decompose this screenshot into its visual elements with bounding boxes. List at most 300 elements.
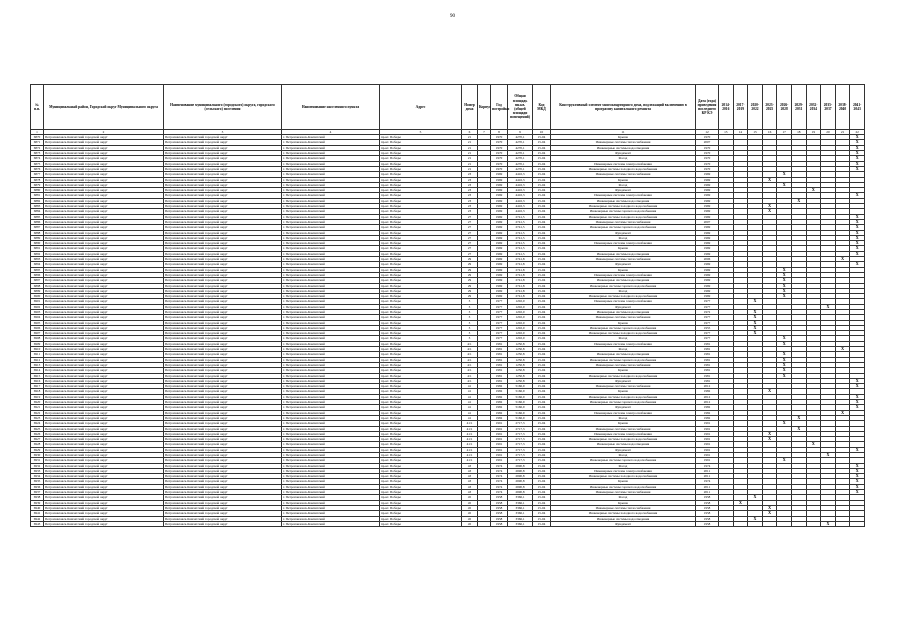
row-number: 6909 — [31, 341, 44, 346]
settlement-cell: г. Петропавловск-Камчатский — [282, 230, 380, 235]
row-number: 6916 — [31, 378, 44, 383]
municipality-cell: Петропавловск-Камчатский городской округ — [164, 230, 282, 235]
element-cell: Фасад — [551, 463, 696, 468]
code-cell: 15-04 — [533, 415, 551, 420]
district-cell: Петропавловск-Камчатский городской округ — [44, 325, 164, 330]
district-cell: Петропавловск-Камчатский городской округ — [44, 188, 164, 193]
district-cell: Петропавловск-Камчатский городской округ — [44, 198, 164, 203]
area-cell: 2741,8 — [508, 278, 533, 283]
period-cell: X — [850, 156, 865, 161]
address-cell: пр-кт. Победы — [380, 357, 462, 362]
district-cell: Петропавловск-Камчатский городской округ — [44, 447, 164, 452]
house-number-cell: 41/1 — [462, 453, 478, 458]
house-number-cell: 4/1 — [462, 362, 478, 367]
municipality-cell: Петропавловск-Камчатский городской округ — [164, 251, 282, 256]
area-cell: 2690,8 — [508, 468, 533, 473]
settlement-cell: г. Петропавловск-Камчатский — [282, 437, 380, 442]
last-repair-cell: 1969 — [696, 272, 719, 277]
area-cell: 3366,1 — [508, 521, 533, 526]
row-number: 6884 — [31, 209, 44, 214]
last-repair-cell: 1991 — [696, 437, 719, 442]
settlement-cell: г. Петропавловск-Камчатский — [282, 357, 380, 362]
house-number-cell: 41/1 — [462, 431, 478, 436]
district-cell: Петропавловск-Камчатский городской округ — [44, 267, 164, 272]
house-number-cell: 41/1 — [462, 442, 478, 447]
district-cell: Петропавловск-Камчатский городской округ — [44, 230, 164, 235]
code-cell: 15-04 — [533, 241, 551, 246]
year-cell: 1974 — [491, 484, 508, 489]
settlement-cell: г. Петропавловск-Камчатский — [282, 389, 380, 394]
area-cell: 1250,8 — [508, 368, 533, 373]
house-number-cell: 3 — [462, 299, 478, 304]
area-cell: 2741,5 — [508, 219, 533, 224]
settlement-cell: г. Петропавловск-Камчатский — [282, 400, 380, 405]
element-cell: Инженерные системы электроснабжения — [551, 272, 696, 277]
address-cell: пр-кт. Победы — [380, 378, 462, 383]
last-repair-cell: 1981 — [696, 378, 719, 383]
municipality-cell: Петропавловск-Камчатский городской округ — [164, 421, 282, 426]
period-cell: X — [748, 320, 763, 325]
municipality-cell: Петропавловск-Камчатский городской округ — [164, 426, 282, 431]
code-cell: 15-04 — [533, 320, 551, 325]
year-cell: 1969 — [491, 251, 508, 256]
area-cell: 4270,1 — [508, 135, 533, 140]
period-cell — [835, 521, 850, 526]
code-cell: 15-04 — [533, 145, 551, 150]
last-repair-cell: 1969 — [696, 294, 719, 299]
period-cell: X — [850, 161, 865, 166]
settlement-cell: г. Петропавловск-Камчатский — [282, 368, 380, 373]
row-number: 6889 — [31, 235, 44, 240]
row-number: 6920 — [31, 400, 44, 405]
element-cell: Инженерные системы теплоснабжения — [551, 505, 696, 510]
district-cell: Петропавловск-Камчатский городской округ — [44, 516, 164, 521]
area-cell: 2741,5 — [508, 225, 533, 230]
period-cell: X — [791, 198, 806, 203]
address-cell: пр-кт. Победы — [380, 283, 462, 288]
settlement-cell: г. Петропавловск-Камчатский — [282, 484, 380, 489]
code-cell: 15-04 — [533, 453, 551, 458]
last-repair-cell: 1969 — [696, 193, 719, 198]
settlement-cell: г. Петропавловск-Камчатский — [282, 283, 380, 288]
district-cell: Петропавловск-Камчатский городской округ — [44, 437, 164, 442]
year-cell: 1977 — [491, 304, 508, 309]
municipality-cell: Петропавловск-Камчатский городской округ — [164, 288, 282, 293]
area-cell: 1250,8 — [508, 352, 533, 357]
settlement-cell: г. Петропавловск-Камчатский — [282, 431, 380, 436]
last-repair-cell: 1970 — [696, 161, 719, 166]
municipality-cell: Петропавловск-Камчатский городской округ — [164, 384, 282, 389]
element-cell: Инженерные системы горячего водоснабжения — [551, 400, 696, 405]
code-cell: 15-04 — [533, 437, 551, 442]
code-cell: 15-04 — [533, 135, 551, 140]
district-cell: Петропавловск-Камчатский городской округ — [44, 453, 164, 458]
area-cell: 1250,8 — [508, 362, 533, 367]
code-cell: 15-04 — [533, 357, 551, 362]
house-number-cell: 3 — [462, 304, 478, 309]
municipality-cell: Петропавловск-Камчатский городской округ — [164, 490, 282, 495]
last-repair-cell: 1958 — [696, 521, 719, 526]
settlement-cell: г. Петропавловск-Камчатский — [282, 447, 380, 452]
column-number: 4 — [282, 130, 380, 135]
year-cell: 1982 — [491, 410, 508, 415]
column-header: Номер дома — [462, 85, 478, 130]
code-cell: 15-04 — [533, 262, 551, 267]
last-repair-cell: 1981 — [696, 362, 719, 367]
district-cell: Петропавловск-Камчатский городской округ — [44, 511, 164, 516]
code-cell: 15-04 — [533, 219, 551, 224]
settlement-cell: г. Петропавловск-Камчатский — [282, 463, 380, 468]
address-cell: пр-кт. Победы — [380, 400, 462, 405]
code-cell: 15-04 — [533, 447, 551, 452]
period-cell: X — [777, 341, 792, 346]
district-cell: Петропавловск-Камчатский городской округ — [44, 500, 164, 505]
address-cell: пр-кт. Победы — [380, 442, 462, 447]
area-cell: 2741,8 — [508, 257, 533, 262]
period-cell: X — [748, 299, 763, 304]
district-cell: Петропавловск-Камчатский городской округ — [44, 336, 164, 341]
municipality-cell: Петропавловск-Камчатский городской округ — [164, 368, 282, 373]
code-cell: 15-04 — [533, 283, 551, 288]
code-cell: 15-04 — [533, 484, 551, 489]
year-cell: 1981 — [491, 373, 508, 378]
municipality-cell: Петропавловск-Камчатский городской округ — [164, 511, 282, 516]
municipality-cell: Петропавловск-Камчатский городской округ — [164, 193, 282, 198]
municipality-cell: Петропавловск-Камчатский городской округ — [164, 267, 282, 272]
year-cell: 1974 — [491, 463, 508, 468]
last-repair-cell: 1969 — [696, 188, 719, 193]
row-number: 6901 — [31, 299, 44, 304]
area-cell: 4416,3 — [508, 172, 533, 177]
address-cell: пр-кт. Победы — [380, 352, 462, 357]
row-number: 6932 — [31, 463, 44, 468]
row-number: 6915 — [31, 373, 44, 378]
row-number: 6937 — [31, 490, 44, 495]
element-cell: Инженерные системы электроснабжения — [551, 193, 696, 198]
district-cell: Петропавловск-Камчатский городской округ — [44, 262, 164, 267]
column-header: № п.п. — [31, 85, 44, 130]
area-cell: 1250,8 — [508, 347, 533, 352]
code-cell: 15-04 — [533, 315, 551, 320]
row-number: 6914 — [31, 368, 44, 373]
settlement-cell: г. Петропавловск-Камчатский — [282, 251, 380, 256]
address-cell: пр-кт. Победы — [380, 304, 462, 309]
address-cell: пр-кт. Победы — [380, 463, 462, 468]
year-cell: 1982 — [491, 394, 508, 399]
column-header: Муниципальный район, Городской округ Муниципального округа — [44, 85, 164, 130]
last-repair-cell: 1991 — [696, 442, 719, 447]
last-repair-cell: 2012 — [696, 394, 719, 399]
year-cell: 1981 — [491, 357, 508, 362]
last-repair-cell: 1958 — [696, 495, 719, 500]
area-cell: 1202,0 — [508, 336, 533, 341]
municipality-cell: Петропавловск-Камчатский городской округ — [164, 182, 282, 187]
element-cell: Инженерные системы водоотведения — [551, 198, 696, 203]
element-cell: Инженерные системы водоотведения — [551, 516, 696, 521]
code-cell: 15-04 — [533, 235, 551, 240]
year-cell: 1969 — [491, 225, 508, 230]
district-cell: Петропавловск-Камчатский городской округ — [44, 294, 164, 299]
code-cell: 15-04 — [533, 272, 551, 277]
settlement-cell: г. Петропавловск-Камчатский — [282, 421, 380, 426]
address-cell: пр-кт. Победы — [380, 204, 462, 209]
house-number-cell: 41/1 — [462, 458, 478, 463]
area-cell: 2717,3 — [508, 431, 533, 436]
last-repair-cell: 1977 — [696, 304, 719, 309]
code-cell: 15-04 — [533, 267, 551, 272]
year-cell: 1981 — [491, 352, 508, 357]
district-cell: Петропавловск-Камчатский городской округ — [44, 320, 164, 325]
code-cell: 15-04 — [533, 495, 551, 500]
column-header: Код МКД — [533, 85, 551, 130]
house-number-cell: 43 — [462, 463, 478, 468]
code-cell: 15-04 — [533, 225, 551, 230]
municipality-cell: Петропавловск-Камчатский городской округ — [164, 331, 282, 336]
period-cell: X — [777, 368, 792, 373]
municipality-cell: Петропавловск-Камчатский городской округ — [164, 325, 282, 330]
municipality-cell: Петропавловск-Камчатский городской округ — [164, 315, 282, 320]
area-cell: 4416,3 — [508, 182, 533, 187]
year-cell: 1969 — [491, 246, 508, 251]
year-cell: 1969 — [491, 230, 508, 235]
district-cell: Петропавловск-Камчатский городской округ — [44, 341, 164, 346]
district-cell: Петропавловск-Камчатский городской округ — [44, 209, 164, 214]
house-number-cell: 41 — [462, 405, 478, 410]
column-header: 2032-2034 — [806, 85, 821, 130]
district-cell: Петропавловск-Камчатский городской округ — [44, 442, 164, 447]
year-cell: 1991 — [491, 421, 508, 426]
last-repair-cell: 1982 — [696, 415, 719, 420]
code-cell: 15-04 — [533, 331, 551, 336]
settlement-cell: г. Петропавловск-Камчатский — [282, 172, 380, 177]
row-number: 6885 — [31, 214, 44, 219]
house-number-cell: 23 — [462, 204, 478, 209]
row-number: 6935 — [31, 479, 44, 484]
address-cell: пр-кт. Победы — [380, 389, 462, 394]
house-number-cell: 45 — [462, 500, 478, 505]
row-number: 6893 — [31, 257, 44, 262]
element-cell: Фундамент — [551, 447, 696, 452]
code-cell: 15-04 — [533, 442, 551, 447]
row-number: 6905 — [31, 320, 44, 325]
municipality-cell: Петропавловск-Камчатский городской округ — [164, 177, 282, 182]
municipality-cell: Петропавловск-Камчатский городской округ — [164, 135, 282, 140]
house-number-cell: 23 — [462, 188, 478, 193]
period-cell: X — [821, 453, 836, 458]
element-cell: Инженерные системы теплоснабжения — [551, 384, 696, 389]
municipality-cell: Петропавловск-Камчатский городской округ — [164, 410, 282, 415]
area-cell: 1250,8 — [508, 373, 533, 378]
year-cell: 1991 — [491, 447, 508, 452]
period-cell: X — [733, 500, 748, 505]
address-cell: пр-кт. Победы — [380, 368, 462, 373]
code-cell: 15-04 — [533, 463, 551, 468]
address-cell: пр-кт. Победы — [380, 257, 462, 262]
row-number: 6908 — [31, 336, 44, 341]
district-cell: Петропавловск-Камчатский городской округ — [44, 490, 164, 495]
column-header: 2026-2028 — [777, 85, 792, 130]
element-cell: Крыша — [551, 479, 696, 484]
column-number: 22 — [850, 130, 865, 135]
row-number: 6883 — [31, 204, 44, 209]
code-cell: 15-04 — [533, 468, 551, 473]
period-cell: X — [850, 463, 865, 468]
year-cell: 1969 — [491, 267, 508, 272]
settlement-cell: г. Петропавловск-Камчатский — [282, 272, 380, 277]
settlement-cell: г. Петропавловск-Камчатский — [282, 294, 380, 299]
period-cell: X — [835, 347, 850, 352]
year-cell: 1970 — [491, 156, 508, 161]
municipality-cell: Петропавловск-Камчатский городской округ — [164, 166, 282, 171]
row-number: 6903 — [31, 309, 44, 314]
code-cell: 15-04 — [533, 325, 551, 330]
row-number: 6882 — [31, 198, 44, 203]
row-number: 6907 — [31, 331, 44, 336]
period-cell — [806, 521, 821, 526]
column-header: Наименование населенного пункта — [282, 85, 380, 130]
settlement-cell: г. Петропавловск-Камчатский — [282, 209, 380, 214]
municipality-cell: Петропавловск-Камчатский городской округ — [164, 278, 282, 283]
period-cell — [850, 521, 865, 526]
period-cell: X — [762, 389, 777, 394]
code-cell: 15-04 — [533, 352, 551, 357]
code-cell: 15-04 — [533, 479, 551, 484]
period-cell: X — [777, 458, 792, 463]
settlement-cell: г. Петропавловск-Камчатский — [282, 267, 380, 272]
period-cell: X — [850, 166, 865, 171]
settlement-cell: г. Петропавловск-Камчатский — [282, 405, 380, 410]
municipality-cell: Петропавловск-Камчатский городской округ — [164, 521, 282, 526]
element-cell: Инженерные системы теплоснабжения — [551, 172, 696, 177]
row-number: 6899 — [31, 288, 44, 293]
district-cell: Петропавловск-Камчатский городской округ — [44, 384, 164, 389]
period-cell: X — [777, 278, 792, 283]
municipality-cell: Петропавловск-Камчатский городской округ — [164, 405, 282, 410]
last-repair-cell: 1958 — [696, 500, 719, 505]
house-number-cell: 45 — [462, 521, 478, 526]
code-cell: 15-04 — [533, 251, 551, 256]
column-header: Адрес — [380, 85, 462, 130]
address-cell: пр-кт. Победы — [380, 474, 462, 479]
municipality-cell: Петропавловск-Камчатский городской округ — [164, 442, 282, 447]
last-repair-cell: 1970 — [696, 156, 719, 161]
address-cell: пр-кт. Победы — [380, 241, 462, 246]
district-cell: Петропавловск-Камчатский городской округ — [44, 135, 164, 140]
area-cell: 2741,5 — [508, 251, 533, 256]
element-cell: Инженерные системы горячего водоснабжения — [551, 325, 696, 330]
code-cell: 15-04 — [533, 400, 551, 405]
last-repair-cell: 1969 — [696, 235, 719, 240]
year-cell: 1974 — [491, 474, 508, 479]
element-cell: Крыша — [551, 267, 696, 272]
last-repair-cell: 1981 — [696, 347, 719, 352]
code-cell: 15-04 — [533, 198, 551, 203]
column-header: 2029-2031 — [791, 85, 806, 130]
code-cell: 15-04 — [533, 405, 551, 410]
column-number: 8 — [491, 130, 508, 135]
district-cell: Петропавловск-Камчатский городской округ — [44, 278, 164, 283]
year-cell: 1969 — [491, 214, 508, 219]
area-cell: 3366,1 — [508, 505, 533, 510]
district-cell: Петропавловск-Камчатский городской округ — [44, 309, 164, 314]
row-number: 6881 — [31, 193, 44, 198]
municipality-cell: Петропавловск-Камчатский городской округ — [164, 172, 282, 177]
house-number-cell: 23 — [462, 209, 478, 214]
period-cell: X — [850, 384, 865, 389]
period-cell: X — [850, 484, 865, 489]
last-repair-cell: 2011 — [696, 484, 719, 489]
code-cell: 15-04 — [533, 490, 551, 495]
element-cell: Инженерные системы водоотведения — [551, 251, 696, 256]
column-number: 9 — [508, 130, 533, 135]
house-number-cell: 21 — [462, 156, 478, 161]
code-cell: 15-04 — [533, 299, 551, 304]
house-number-cell: 29 — [462, 278, 478, 283]
address-cell: пр-кт. Победы — [380, 267, 462, 272]
area-cell: 4416,3 — [508, 177, 533, 182]
code-cell: 15-04 — [533, 182, 551, 187]
district-cell: Петропавловск-Камчатский городской округ — [44, 193, 164, 198]
settlement-cell: г. Петропавловск-Камчатский — [282, 325, 380, 330]
area-cell: 2690,8 — [508, 484, 533, 489]
last-repair-cell: 1991 — [696, 421, 719, 426]
last-repair-cell: 1969 — [696, 182, 719, 187]
element-cell: Инженерные системы водоотведения — [551, 309, 696, 314]
element-cell: Фасад — [551, 495, 696, 500]
table-body — [31, 135, 865, 527]
last-repair-cell: 1982 — [696, 410, 719, 415]
period-cell: X — [791, 426, 806, 431]
column-header: 2023-2025 — [762, 85, 777, 130]
municipality-cell: Петропавловск-Камчатский городской округ — [164, 145, 282, 150]
district-cell: Петропавловск-Камчатский городской округ — [44, 299, 164, 304]
address-cell: пр-кт. Победы — [380, 262, 462, 267]
area-cell: 5166,9 — [508, 394, 533, 399]
code-cell: 15-04 — [533, 161, 551, 166]
period-cell: X — [850, 140, 865, 145]
settlement-cell: г. Петропавловск-Камчатский — [282, 341, 380, 346]
year-cell: 1991 — [491, 458, 508, 463]
settlement-cell: г. Петропавловск-Камчатский — [282, 156, 380, 161]
code-cell: 15-04 — [533, 384, 551, 389]
district-cell: Петропавловск-Камчатский городской округ — [44, 257, 164, 262]
house-number-cell: 4/1 — [462, 347, 478, 352]
municipality-cell: Петропавловск-Камчатский городской округ — [164, 225, 282, 230]
last-repair-cell: 1958 — [696, 505, 719, 510]
code-cell: 15-04 — [533, 309, 551, 314]
last-repair-cell: 2007 — [696, 140, 719, 145]
house-number-cell: 3 — [462, 325, 478, 330]
district-cell: Петропавловск-Камчатский городской округ — [44, 431, 164, 436]
address-cell: пр-кт. Победы — [380, 347, 462, 352]
address-cell: пр-кт. Победы — [380, 182, 462, 187]
column-number: 14 — [733, 130, 748, 135]
settlement-cell: г. Петропавловск-Камчатский — [282, 177, 380, 182]
period-cell: X — [777, 373, 792, 378]
year-cell: 1982 — [491, 415, 508, 420]
house-number-cell: 27 — [462, 214, 478, 219]
element-cell: Фундамент — [551, 188, 696, 193]
year-cell: 1991 — [491, 426, 508, 431]
district-cell: Петропавловск-Камчатский городской округ — [44, 177, 164, 182]
house-number-cell: 23 — [462, 182, 478, 187]
row-number: 6913 — [31, 362, 44, 367]
settlement-cell: г. Петропавловск-Камчатский — [282, 182, 380, 187]
settlement-cell: г. Петропавловск-Камчатский — [282, 331, 380, 336]
municipality-cell: Петропавловск-Камчатский городской округ — [164, 347, 282, 352]
page-number: 90 — [450, 14, 455, 19]
row-number: 6900 — [31, 294, 44, 299]
